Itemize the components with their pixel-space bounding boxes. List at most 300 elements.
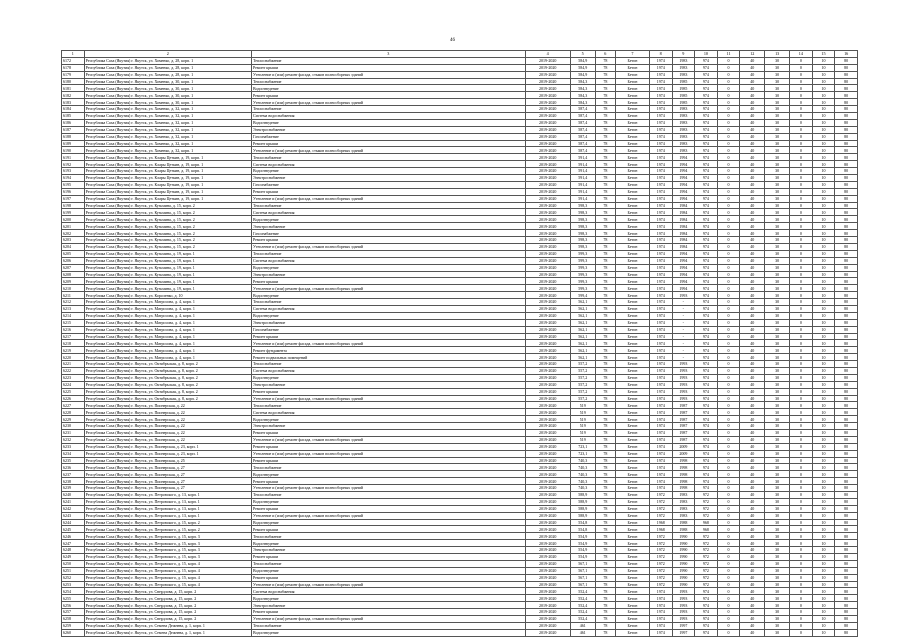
table-cell: 10 (812, 161, 835, 168)
table-cell: 6246 (62, 533, 85, 540)
table-cell: 10 (812, 223, 835, 230)
table-cell: 2019-2020 (525, 498, 570, 505)
table-cell: 78 (595, 560, 615, 567)
table-cell: 0 (790, 113, 813, 120)
table-cell: 0 (790, 216, 813, 223)
table-row (62, 519, 858, 526)
table-cell: 0 (717, 574, 740, 581)
table-cell: 30 (765, 409, 790, 416)
table-cell: 0 (717, 526, 740, 533)
table-cell: Республика Саха (Якутия) г. Якутск, ул. Матросова, д. 4, корп. 1 (84, 333, 251, 340)
table-cell: 562,1 (570, 312, 595, 319)
table-cell: 10 (812, 505, 835, 512)
table-cell: 974 (695, 319, 718, 326)
table-cell: 78 (595, 216, 615, 223)
table-cell: 78 (595, 416, 615, 423)
table-cell: Республика Саха (Якутия) г. Якутск, ул. Октябрьская, д. 8, корп. 2 (84, 367, 251, 374)
table-cell: 0 (790, 443, 813, 450)
table-cell: 562,1 (570, 299, 595, 306)
table-row (62, 119, 858, 126)
table-cell: 1993 (672, 595, 695, 602)
table-cell: 0 (717, 326, 740, 333)
table-cell: 2019-2020 (525, 113, 570, 120)
table-cell: 80 (835, 374, 858, 381)
table-cell: 974 (695, 113, 718, 120)
table-cell: 78 (595, 478, 615, 485)
table-cell: Бетон (616, 292, 650, 299)
table-cell: 0 (790, 629, 813, 636)
table-cell: 80 (835, 119, 858, 126)
table-cell: 1994 (672, 264, 695, 271)
table-cell: 974 (695, 471, 718, 478)
table-cell: 10 (812, 285, 835, 292)
table-cell: 2019-2020 (525, 71, 570, 78)
table-cell: 0 (717, 374, 740, 381)
table-cell: 10 (812, 305, 835, 312)
table-cell: 974 (695, 622, 718, 629)
table-cell: 1994 (672, 195, 695, 202)
table-cell: 6229 (62, 416, 85, 423)
table-cell: - (672, 312, 695, 319)
table-cell: Бетон (616, 140, 650, 147)
table-cell: Республика Саха (Якутия) г. Якутск, ул. Семена Дежнева, д. 1, корп. 1 (84, 629, 251, 636)
table-cell: Бетон (616, 333, 650, 340)
table-cell: Бетон (616, 195, 650, 202)
table-cell: Утепление и (или) ремонт фасада, стыков полносборных зданий (251, 147, 525, 154)
table-cell: 1983 (672, 113, 695, 120)
table-cell: Водоотведение (251, 119, 525, 126)
table-cell: Ремонт крыши (251, 554, 525, 561)
table-cell: 0 (790, 299, 813, 306)
table-cell: 30 (765, 216, 790, 223)
table-cell: 1974 (649, 395, 672, 402)
table-cell: Бетон (616, 547, 650, 554)
table-cell: 80 (835, 181, 858, 188)
table-row (62, 436, 858, 443)
table-cell: 78 (595, 223, 615, 230)
table-cell: 0 (790, 581, 813, 588)
table-cell: Утепление и (или) ремонт фасада, стыков полносборных зданий (251, 195, 525, 202)
table-cell: 80 (835, 278, 858, 285)
table-cell: 1974 (649, 119, 672, 126)
table-row (62, 305, 858, 312)
table-cell: 80 (835, 381, 858, 388)
table-cell: 1974 (649, 381, 672, 388)
table-row (62, 257, 858, 264)
table-cell: 974 (695, 340, 718, 347)
table-cell: 0 (717, 161, 740, 168)
table-cell: 1993 (672, 367, 695, 374)
table-cell: 10 (812, 140, 835, 147)
table-cell: Водоотведение (251, 567, 525, 574)
table-cell: 80 (835, 106, 858, 113)
table-cell: 6209 (62, 278, 85, 285)
table-cell: Республика Саха (Якутия) г. Якутск, ул. Петровского, д. 15, корп. 4 (84, 560, 251, 567)
table-cell: 1985 (672, 78, 695, 85)
table-cell: 974 (695, 57, 718, 64)
table-cell: 0 (717, 505, 740, 512)
table-cell: 10 (812, 278, 835, 285)
table-cell: 1974 (649, 250, 672, 257)
table-cell: 0 (790, 526, 813, 533)
table-cell: 1974 (649, 609, 672, 616)
table-cell: 10 (812, 423, 835, 430)
table-cell: 30 (765, 161, 790, 168)
table-cell: 10 (812, 574, 835, 581)
table-cell: 0 (790, 367, 813, 374)
table-cell: 10 (812, 113, 835, 120)
table-cell: Водоотведение (251, 85, 525, 92)
table-cell: 2019-2020 (525, 423, 570, 430)
table-cell: 0 (790, 333, 813, 340)
table-cell: 80 (835, 457, 858, 464)
table-cell: 599,3 (570, 257, 595, 264)
table-cell: Теплоснабжение (251, 202, 525, 209)
table-cell: Бетон (616, 581, 650, 588)
table-cell: 10 (812, 312, 835, 319)
table-cell: Бетон (616, 175, 650, 182)
column-number-cell: 11 (717, 51, 740, 58)
table-cell: 80 (835, 264, 858, 271)
table-cell: 40 (740, 616, 765, 623)
table-cell: 78 (595, 554, 615, 561)
table-cell: 80 (835, 223, 858, 230)
table-row (62, 374, 858, 381)
table-cell: 1987 (672, 429, 695, 436)
table-row (62, 216, 858, 223)
table-cell: 0 (790, 78, 813, 85)
table-cell: 6207 (62, 264, 85, 271)
table-cell: 0 (717, 223, 740, 230)
table-cell: Республика Саха (Якутия) г. Якутск, ул. Петровского, д. 15, корп. 3 (84, 533, 251, 540)
table-cell: 6206 (62, 257, 85, 264)
table-cell: 40 (740, 99, 765, 106)
table-cell: Бетон (616, 312, 650, 319)
table-cell: 1998 (672, 471, 695, 478)
table-cell: Теплоснабжение (251, 250, 525, 257)
table-cell: 30 (765, 57, 790, 64)
table-cell: 10 (812, 119, 835, 126)
table-cell: 1974 (649, 340, 672, 347)
table-cell: 40 (740, 581, 765, 588)
table-cell: 723,1 (570, 450, 595, 457)
table-cell: 974 (695, 616, 718, 623)
table-cell: 0 (790, 533, 813, 540)
table-cell: 0 (717, 154, 740, 161)
table-cell: 78 (595, 588, 615, 595)
table-cell: 974 (695, 354, 718, 361)
table-cell: 30 (765, 354, 790, 361)
table-cell: 1974 (649, 305, 672, 312)
table-cell: 6215 (62, 319, 85, 326)
table-cell: 6178 (62, 64, 85, 71)
table-row (62, 223, 858, 230)
table-cell: 0 (717, 305, 740, 312)
table-cell: 0 (717, 92, 740, 99)
table-cell: 6223 (62, 374, 85, 381)
table-cell: 974 (695, 478, 718, 485)
table-cell: 40 (740, 243, 765, 250)
table-cell: 0 (790, 264, 813, 271)
table-cell: Ремонт крыши (251, 443, 525, 450)
table-cell: 0 (717, 485, 740, 492)
table-cell: 80 (835, 354, 858, 361)
table-cell: 554,9 (570, 533, 595, 540)
table-cell: 6191 (62, 154, 85, 161)
table-cell: 6216 (62, 326, 85, 333)
table-cell: 6192 (62, 161, 85, 168)
table-cell: Бетон (616, 271, 650, 278)
table-cell: Республика Саха (Якутия) г. Якутск, ул. Клары Цеткин, д. 19, корп. 1 (84, 181, 251, 188)
table-cell: Бетон (616, 126, 650, 133)
table-cell: 0 (717, 560, 740, 567)
table-cell: 0 (790, 126, 813, 133)
table-row (62, 416, 858, 423)
table-cell: 6259 (62, 622, 85, 629)
table-cell: 30 (765, 347, 790, 354)
table-cell: Бетон (616, 326, 650, 333)
table-cell: 30 (765, 402, 790, 409)
table-cell: 1974 (649, 616, 672, 623)
table-cell: 519 (570, 423, 595, 430)
table-cell: 40 (740, 64, 765, 71)
table-cell: 40 (740, 113, 765, 120)
table-cell: 0 (790, 588, 813, 595)
table-cell: 6235 (62, 457, 85, 464)
table-cell: 0 (717, 209, 740, 216)
table-cell: 78 (595, 126, 615, 133)
table-cell: 972 (695, 505, 718, 512)
table-cell: 1974 (649, 230, 672, 237)
table-cell: 0 (790, 237, 813, 244)
table-cell: 0 (717, 119, 740, 126)
table-cell: 30 (765, 278, 790, 285)
table-cell: 1974 (649, 264, 672, 271)
table-cell: 562,1 (570, 333, 595, 340)
table-cell: Водоотведение (251, 498, 525, 505)
table-cell: 1990 (672, 567, 695, 574)
table-cell: 78 (595, 147, 615, 154)
table-cell: 0 (790, 71, 813, 78)
table-cell: 6203 (62, 237, 85, 244)
table-cell: 0 (717, 195, 740, 202)
table-row (62, 188, 858, 195)
table-cell: 80 (835, 471, 858, 478)
table-cell: 30 (765, 533, 790, 540)
table-cell: 0 (790, 140, 813, 147)
table-cell: 80 (835, 464, 858, 471)
table-cell: Республика Саха (Якутия) г. Якутск, ул. Кузьмина, д. 19, корп. 1 (84, 264, 251, 271)
table-cell: Республика Саха (Якутия) г. Якутск, ул. Кузьмина, д. 15, корп. 2 (84, 202, 251, 209)
table-cell: 80 (835, 230, 858, 237)
table-cell: 1997 (672, 629, 695, 636)
table-row (62, 347, 858, 354)
table-cell: 0 (717, 471, 740, 478)
table-cell: 974 (695, 326, 718, 333)
table-cell: 0 (717, 388, 740, 395)
table-cell: Утепление и (или) ремонт фасада, стыков полносборных зданий (251, 450, 525, 457)
table-cell: 1990 (672, 574, 695, 581)
table-cell: 40 (740, 574, 765, 581)
table-cell: 10 (812, 340, 835, 347)
table-row (62, 629, 858, 636)
table-cell: 2019-2020 (525, 57, 570, 64)
table-cell: 40 (740, 271, 765, 278)
table-cell: 974 (695, 374, 718, 381)
table-cell: 1974 (649, 588, 672, 595)
table-cell: 0 (790, 319, 813, 326)
table-cell: 0 (717, 292, 740, 299)
table-cell: 10 (812, 333, 835, 340)
table-cell: 30 (765, 429, 790, 436)
table-cell: Бетон (616, 485, 650, 492)
table-cell: 80 (835, 505, 858, 512)
table-cell: Теплоснабжение (251, 106, 525, 113)
table-cell: 1974 (649, 602, 672, 609)
table-cell: Газоснабжение (251, 181, 525, 188)
table-cell: Бетон (616, 202, 650, 209)
table-cell: 10 (812, 512, 835, 519)
table-cell: 974 (695, 416, 718, 423)
table-cell: 557,2 (570, 381, 595, 388)
table-cell: 30 (765, 395, 790, 402)
table-cell: Система водоснабжения (251, 257, 525, 264)
table-cell: Утепление и (или) ремонт фасада, стыков полносборных зданий (251, 436, 525, 443)
table-cell: 1983 (672, 126, 695, 133)
table-cell: 1974 (649, 409, 672, 416)
table-cell: 0 (717, 230, 740, 237)
table-cell: 0 (790, 285, 813, 292)
table-cell: Республика Саха (Якутия) г. Якутск, ул. Октябрьская, д. 8, корп. 2 (84, 395, 251, 402)
table-cell: 80 (835, 326, 858, 333)
table-cell: Газоснабжение (251, 133, 525, 140)
table-cell: 1972 (649, 512, 672, 519)
table-cell: 80 (835, 140, 858, 147)
table-cell: 974 (695, 154, 718, 161)
table-cell: 972 (695, 533, 718, 540)
table-cell: 567,1 (570, 567, 595, 574)
table-cell: 78 (595, 519, 615, 526)
table-cell: 78 (595, 423, 615, 430)
table-cell: 78 (595, 526, 615, 533)
table-cell: 1974 (649, 223, 672, 230)
table-cell: 40 (740, 106, 765, 113)
table-cell: 0 (790, 133, 813, 140)
table-cell: Утепление и (или) ремонт фасада, стыков полносборных зданий (251, 243, 525, 250)
table-cell: Ремонт крыши (251, 278, 525, 285)
table-cell: Бетон (616, 347, 650, 354)
table-cell: 40 (740, 347, 765, 354)
table-cell: 10 (812, 526, 835, 533)
table-cell: 1993 (672, 292, 695, 299)
table-cell: 10 (812, 257, 835, 264)
table-cell: 6252 (62, 574, 85, 581)
table-cell: 974 (695, 106, 718, 113)
table-cell: 6181 (62, 85, 85, 92)
table-cell: 10 (812, 464, 835, 471)
table-cell: 78 (595, 85, 615, 92)
column-number-cell: 16 (835, 51, 858, 58)
table-cell: Республика Саха (Якутия) г. Якутск, ул. Матросова, д. 4, корп. 1 (84, 319, 251, 326)
table-cell: 554,8 (570, 519, 595, 526)
table-cell: 40 (740, 209, 765, 216)
table-cell: Ремонт крыши (251, 140, 525, 147)
table-cell: 974 (695, 209, 718, 216)
table-cell: Республика Саха (Якутия) г. Якутск, ул. Короленко, д. 10 (84, 292, 251, 299)
table-cell: 10 (812, 478, 835, 485)
table-cell: 974 (695, 305, 718, 312)
table-cell: 10 (812, 395, 835, 402)
table-cell: 78 (595, 64, 615, 71)
table-cell: 40 (740, 471, 765, 478)
table-cell: 6236 (62, 464, 85, 471)
table-cell: 40 (740, 223, 765, 230)
table-cell: 2019-2020 (525, 560, 570, 567)
table-cell: 0 (717, 361, 740, 368)
table-cell: 557,2 (570, 395, 595, 402)
table-cell: Республика Саха (Якутия) г. Якутск, ул. Хоменко, д. 32, корп. 1 (84, 147, 251, 154)
table-cell: 557,2 (570, 367, 595, 374)
table-cell: 78 (595, 429, 615, 436)
table-cell: 80 (835, 175, 858, 182)
table-cell: 0 (717, 147, 740, 154)
table-cell: 968 (695, 519, 718, 526)
table-cell: 2019-2020 (525, 402, 570, 409)
table-cell: 6238 (62, 478, 85, 485)
table-cell: 1972 (649, 498, 672, 505)
table-cell: 0 (717, 581, 740, 588)
table-cell: 40 (740, 230, 765, 237)
table-cell: 78 (595, 78, 615, 85)
table-cell: Бетон (616, 595, 650, 602)
table-cell: 30 (765, 133, 790, 140)
table-cell: 2019-2020 (525, 547, 570, 554)
table-cell: 0 (717, 257, 740, 264)
table-cell: 591,4 (570, 161, 595, 168)
table-cell: Система водоснабжения (251, 209, 525, 216)
table-cell: 1998 (672, 478, 695, 485)
table-cell: 0 (717, 133, 740, 140)
table-cell: 588,9 (570, 492, 595, 499)
table-cell: 1974 (649, 237, 672, 244)
table-cell: 723,1 (570, 443, 595, 450)
table-row (62, 574, 858, 581)
table-cell: 10 (812, 209, 835, 216)
table-row (62, 147, 858, 154)
table-cell: 1990 (672, 581, 695, 588)
table-cell: 1987 (672, 409, 695, 416)
table-cell: 974 (695, 278, 718, 285)
table-cell: 0 (790, 409, 813, 416)
table-cell: 974 (695, 395, 718, 402)
table-row (62, 168, 858, 175)
table-cell: 2019-2020 (525, 512, 570, 519)
table-cell: 974 (695, 602, 718, 609)
table-cell: 6199 (62, 209, 85, 216)
table-cell: 1987 (672, 402, 695, 409)
table-cell: Бетон (616, 257, 650, 264)
table-cell: 1994 (672, 175, 695, 182)
table-cell: 2019-2020 (525, 106, 570, 113)
table-cell: 974 (695, 485, 718, 492)
table-cell: 2019-2020 (525, 616, 570, 623)
table-cell: 1974 (649, 361, 672, 368)
table-cell: 10 (812, 168, 835, 175)
table-cell: 0 (717, 57, 740, 64)
table-cell: Республика Саха (Якутия) г. Якутск, ул. Клары Цеткин, д. 19, корп. 1 (84, 154, 251, 161)
table-cell: 78 (595, 629, 615, 636)
table-cell: Теплоснабжение (251, 464, 525, 471)
